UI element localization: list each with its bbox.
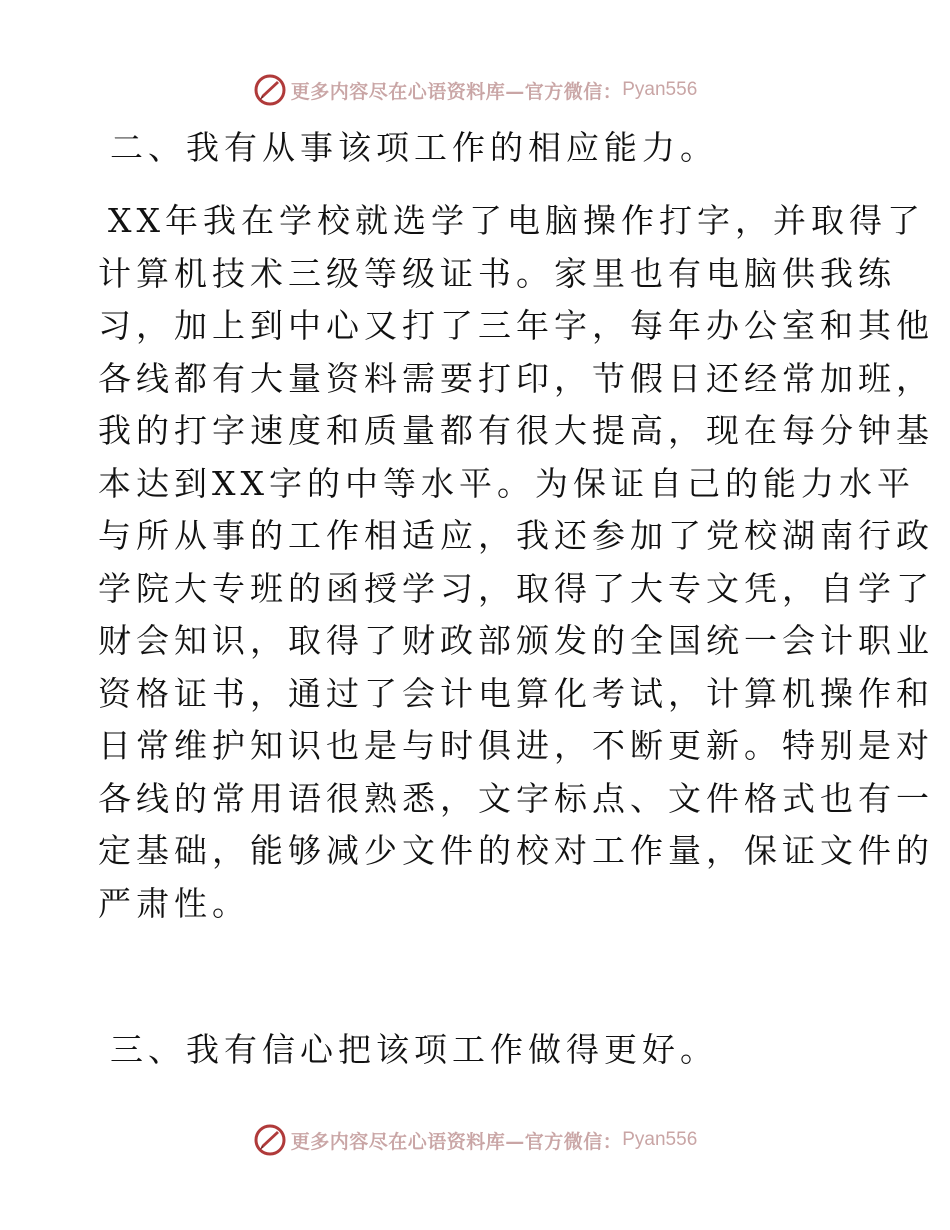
body-line: 日常维护知识也是与时俱进，不断更新。特别是对 [98, 726, 934, 765]
body-line: 财会知识，取得了财政部颁发的全国统一会计职业 [98, 621, 934, 660]
logo-icon [253, 73, 287, 107]
body-line: 学院大专班的函授学习，取得了大专文凭，自学了 [98, 568, 934, 608]
body-line: 各线都有大量资料需要打印，节假日还经常加班， [98, 358, 934, 398]
banner-wechat-id: Pyan556 [622, 79, 698, 100]
body-line: 习，加上到中心又打了三年字，每年办公室和其他 [98, 306, 934, 345]
banner-text: 更多内容尽在心语资料库—官方微信： [290, 80, 623, 103]
banner-wechat-id: Pyan556 [622, 1129, 698, 1150]
body-line: XX年我在学校就选学了电脑操作打字，并取得了 [108, 201, 925, 240]
banner-text: 更多内容尽在心语资料库—官方微信： [290, 1130, 623, 1153]
footer-banner [0, 1120, 950, 1160]
header-banner [0, 70, 950, 110]
body-line: 资格证书，通过了会计电算化考试，计算机操作和 [98, 673, 934, 713]
body-line: 定基础，能够减少文件的校对工作量，保证文件的 [98, 831, 934, 870]
body-paragraph [98, 195, 934, 930]
body-line: 本达到XX字的中等水平。为保证自己的能力水平 [98, 463, 915, 503]
body-line: 我的打字速度和质量都有很大提高，现在每分钟基 [98, 411, 934, 450]
section-heading-2: 二、我有从事该项工作的相应能力。 [110, 128, 718, 167]
body-line: 计算机技术三级等级证书。家里也有电脑供我练 [98, 253, 896, 293]
body-line: 严肃性。 [98, 883, 250, 923]
body-line: 与所从事的工作相适应，我还参加了党校湖南行政 [98, 516, 934, 555]
section-heading-3: 三、我有信心把该项工作做得更好。 [110, 1030, 718, 1069]
logo-icon [253, 1123, 287, 1157]
body-line: 各线的常用语很熟悉，文字标点、文件格式也有一 [98, 778, 934, 818]
